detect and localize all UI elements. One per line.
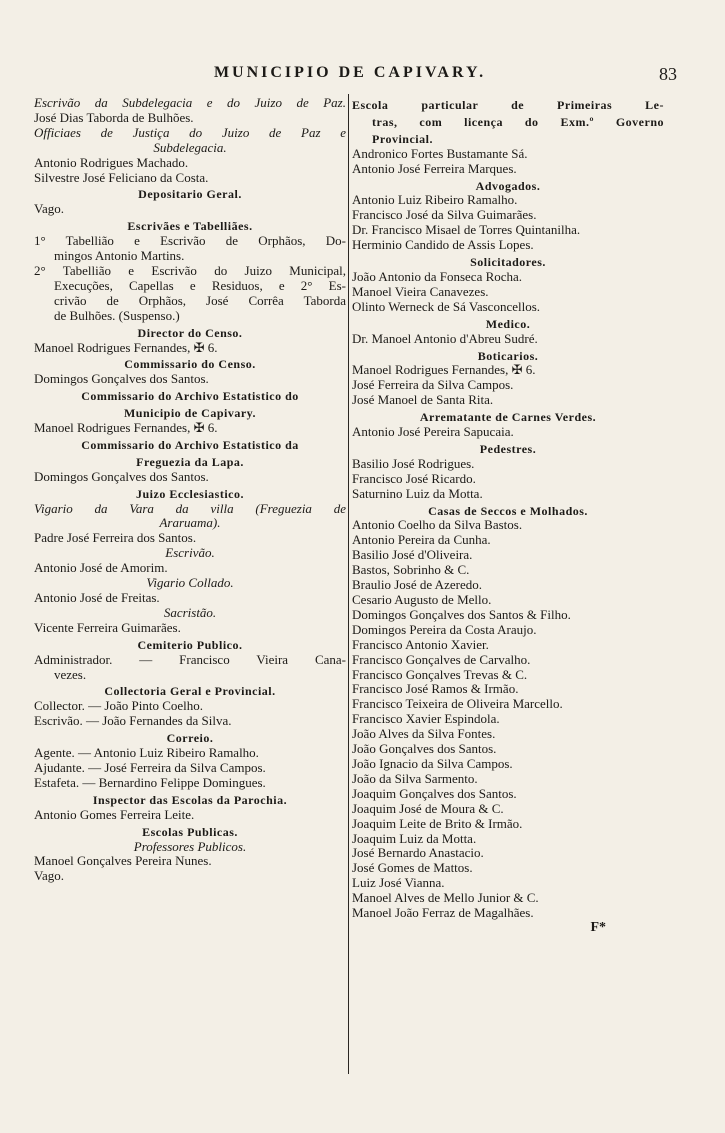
entry-line: Administrador. — Francisco Vieira Cana- [34, 651, 346, 667]
section-heading: Escolas Publicas. [142, 824, 238, 839]
entry-line: João Antonio da Fonseca Rocha. [352, 268, 523, 284]
entry-line: de Bulhões. (Suspenso.) [54, 307, 180, 323]
entry-line: Escrivão da Subdelegacia e do Juizo de Paz. [34, 95, 346, 110]
running-title: MUNICIPIO DE CAPIVARY. [213, 64, 487, 81]
entry-line: Francisco Teixeira de Oliveira Marcello. [352, 696, 563, 712]
entry-line: Luiz José Vianna. [352, 875, 445, 891]
right-column [352, 96, 664, 936]
signature-mark: F* [590, 919, 606, 935]
page-number: 83 [659, 64, 677, 84]
entry-line: Joaquim Gonçalves dos Santos. [352, 785, 517, 801]
entry-line: 2° Tabellião e Escrivão do Juizo Municipal, [34, 262, 346, 278]
entry-line: Manoel Gonçalves Pereira Nunes. [34, 853, 212, 869]
entry-line: Vago. [34, 201, 64, 217]
section-heading: Commissario do Censo. [124, 357, 256, 372]
entry-line: Manoel João Ferraz de Magalhães. [352, 905, 534, 921]
entry-line: Joaquim Luiz da Motta. [352, 830, 477, 846]
entry-line: Antonio Rodrigues Machado. [34, 154, 189, 170]
section-heading: Solicitadores. [470, 255, 546, 270]
section-heading: Boticarios. [477, 348, 539, 363]
entry-line: Basilio José Rodrigues. [352, 455, 475, 471]
entry-line: João da Silva Sarmento. [352, 770, 478, 786]
entry-line: crivão de Orphãos, José Corrêa Taborda [54, 292, 346, 308]
entry-line: Andronico Fortes Bustamante Sá. [352, 145, 528, 161]
section-heading: Correio. [166, 731, 214, 746]
entry-line: Agente. — Antonio Luiz Ribeiro Ramalho. [34, 745, 259, 761]
entry-line: Bastos, Sobrinho & C. [352, 562, 470, 578]
entry-line: Professores Publicos. [133, 838, 247, 854]
entry-line: Subdelegacia. [153, 139, 227, 155]
entry-line: Francisco José da Silva Guimarães. [352, 207, 537, 223]
entry-line: Manoel Rodrigues Fernandes, ✠ 6. [352, 362, 536, 378]
section-heading: Municipio de Capivary. [123, 406, 256, 421]
entry-line: Vigario Collado. [146, 575, 234, 591]
entry-line: Antonio Gomes Ferreira Leite. [34, 806, 195, 822]
section-heading: Casas de Seccos e Molhados. [428, 503, 588, 518]
section-heading: Advogados. [475, 178, 541, 193]
entry-line: Cesario Augusto de Mello. [352, 592, 492, 607]
entry-line: Herminio Candido de Assis Lopes. [352, 237, 534, 253]
entry-line: Domingos Pereira da Costa Araujo. [352, 621, 537, 637]
entry-line: Antonio José de Amorim. [34, 560, 168, 576]
entry-line: Manoel Vieira Canavezes. [352, 283, 489, 299]
entry-line: Antonio José Ferreira Marques. [352, 160, 517, 176]
section-heading: Commissario do Archivo Estatistico da [81, 437, 299, 452]
entry-line: Domingos Gonçalves dos Santos. [34, 468, 209, 484]
entry-line: Estafeta. — Bernardino Felippe Domingues. [34, 774, 266, 790]
entry-line: Vigario da Vara da villa (Freguezia de [34, 500, 346, 516]
entry-line: João Ignacio da Silva Campos. [352, 755, 513, 771]
entry-line: Francisco Gonçalves Trevas & C. [352, 666, 528, 682]
entry-line: vezes. [54, 666, 87, 682]
entry-line: Olinto Werneck de Sá Vasconcellos. [352, 298, 541, 314]
section-heading: Medico. [485, 316, 531, 331]
entry-line: Ajudante. — José Ferreira da Silva Campos. [34, 759, 266, 775]
section-heading: Director do Censo. [137, 325, 243, 340]
entry-line: José Bernardo Anastacio. [352, 845, 484, 861]
entry-line: Execuções, Capellas e Residuos, e 2° Es- [54, 277, 346, 293]
section-heading: Collectoria Geral e Provincial. [104, 684, 276, 699]
entry-line: José Dias Taborda de Bulhões. [34, 109, 194, 125]
entry-line: Antonio Coelho da Silva Bastos. [352, 517, 523, 533]
section-heading: Inspector das Escolas da Parochia. [92, 792, 288, 807]
entry-line: Manoel Alves de Mello Junior & C. [352, 890, 539, 906]
section-heading: Arrematante de Carnes Verdes. [419, 410, 597, 425]
entry-line: Vicente Ferreira Guimarães. [34, 619, 181, 635]
left-column [34, 96, 346, 884]
entry-line: Officiaes de Justiça do Juizo de Paz e [34, 124, 346, 140]
entry-line: Escrivão. — João Fernandes da Silva. [34, 713, 232, 729]
entry-line: Vago. [34, 868, 64, 884]
entry-line: Francisco José Ricardo. [352, 470, 476, 486]
section-heading: Juizo Ecclesiastico. [136, 486, 244, 501]
entry-line: Basilio José d'Oliveira. [352, 547, 473, 563]
entry-line: João Alves da Silva Fontes. [352, 726, 496, 742]
entry-line: João Gonçalves dos Santos. [352, 741, 497, 757]
entry-line: Antonio Luiz Ribeiro Ramalho. [352, 192, 518, 208]
entry-line: Saturnino Luiz da Motta. [352, 485, 483, 501]
entry-line: Francisco Xavier Espindola. [352, 711, 500, 727]
entry-line: Silvestre José Feliciano da Costa. [34, 169, 209, 185]
entry-line: Braulio José de Azeredo. [352, 577, 482, 593]
entry-line: Domingos Gonçalves dos Santos & Filho. [352, 606, 571, 622]
section-heading: Provincial. [372, 131, 433, 146]
entry-line: Manoel Rodrigues Fernandes, ✠ 6. [34, 339, 218, 355]
entry-line: José Gomes de Mattos. [352, 860, 473, 876]
entry-line: Joaquim José de Moura & C. [352, 800, 504, 816]
entry-line: Escrivão. [165, 545, 215, 561]
entry-line: Joaquim Leite de Brito & Irmão. [352, 815, 523, 831]
entry-line: José Ferreira da Silva Campos. [352, 377, 514, 393]
entry-line: Francisco Gonçalves de Carvalho. [352, 651, 531, 667]
entry-line: Padre José Ferreira dos Santos. [34, 530, 197, 546]
section-heading: Commissario do Archivo Estatistico do [81, 389, 299, 404]
section-heading: Escola particular de Primeiras Le- [352, 98, 664, 112]
section-heading: Pedestres. [479, 441, 537, 456]
entry-line: mingos Antonio Martins. [54, 248, 185, 264]
entry-line: Antonio José de Freitas. [34, 590, 160, 605]
entry-line: Sacristão. [163, 604, 217, 620]
entry-line: Domingos Gonçalves dos Santos. [34, 371, 209, 387]
section-heading: Escrivães e Tabelliães. [127, 219, 253, 234]
entry-line: José Manoel de Santa Rita. [352, 392, 494, 408]
entry-line: Antonio José Pereira Sapucaia. [352, 424, 514, 440]
entry-line: Collector. — João Pinto Coelho. [34, 698, 203, 714]
entry-line: Araruama). [159, 515, 221, 531]
section-heading: Freguezia da Lapa. [136, 454, 244, 469]
section-heading: tras, com licença do Exm.º Governo [372, 114, 664, 129]
entry-line: Manoel Rodrigues Fernandes, ✠ 6. [34, 420, 218, 436]
column-divider [348, 94, 349, 1074]
entry-line: 1° Tabellião e Escrivão de Orphãos, Do- [34, 233, 346, 249]
page-header [0, 64, 725, 88]
entry-line: Dr. Manoel Antonio d'Abreu Sudré. [352, 330, 538, 346]
section-heading: Depositario Geral. [138, 187, 242, 202]
section-heading: Cemiterio Publico. [137, 637, 243, 652]
entry-line: Dr. Francisco Misael de Torres Quintanilha. [352, 222, 581, 238]
entry-line: Francisco Antonio Xavier. [352, 636, 489, 652]
entry-line: Antonio Pereira da Cunha. [352, 532, 491, 548]
entry-line: Francisco José Ramos & Irmão. [352, 681, 519, 697]
